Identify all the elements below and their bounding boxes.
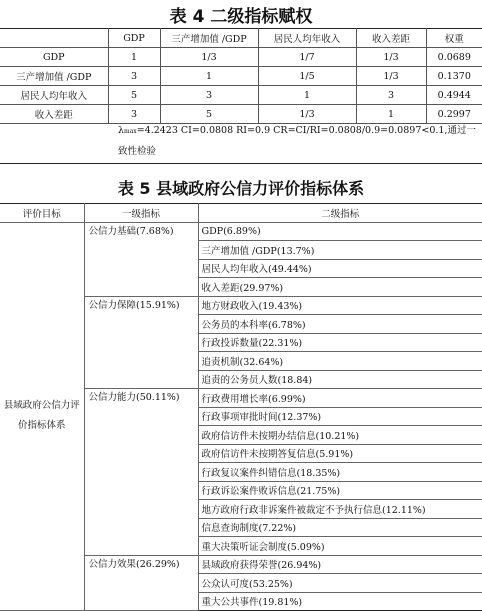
table5-header-cell: 二级指标 [198, 204, 482, 223]
table4-header-cell: 收入差距 [356, 29, 426, 48]
level2-indicator-cell: 追责机制(32.64%) [198, 352, 482, 371]
table4-cell: 1 [160, 67, 258, 86]
table5-header-cell: 评价目标 [0, 204, 84, 223]
level2-indicator-cell: 行政诉讼案件败诉信息(21.75%) [198, 481, 482, 500]
table5 [0, 203, 482, 611]
table4-cell: 1/3 [356, 67, 426, 86]
table4-cell: 3 [356, 86, 426, 105]
level2-indicator-cell: 政府信访件未按期答复信息(5.91%) [198, 444, 482, 463]
table4-cell: 1/3 [258, 105, 356, 124]
table4-cell: 1 [108, 48, 160, 67]
table4-cell: 5 [160, 105, 258, 124]
table4-header-cell: GDP [108, 29, 160, 48]
level2-indicator-cell: 信息查询制度(7.22%) [198, 518, 482, 537]
table4-cell: 1/3 [356, 48, 426, 67]
level2-indicator-cell: 追责的公务员人数(18.84) [198, 370, 482, 389]
table4-cell: 1/3 [160, 48, 258, 67]
table4-cell: 0.0689 [426, 48, 482, 67]
level1-indicator-cell: 公信力基础(7.68%) [84, 222, 198, 296]
level1-indicator-cell: 公信力保障(15.91%) [84, 296, 198, 389]
consistency-check-formula [118, 121, 478, 162]
level2-indicator-cell: 行政投诉数量(22.31%) [198, 333, 482, 352]
table4-row-label: 居民人均年收入 [0, 86, 108, 105]
table4-cell: 1 [258, 86, 356, 105]
table5-header-row [0, 204, 482, 223]
level2-indicator-cell: 地方财政收入(19.43%) [198, 296, 482, 315]
level2-indicator-cell: 地方政府行政非诉案件被裁定不予执行信息(12.11%) [198, 500, 482, 519]
table4-row [0, 48, 482, 67]
table4-cell: 3 [108, 67, 160, 86]
table4-row-label: 三产增加值 /GDP [0, 67, 108, 86]
table4-header-cell: 居民人均年收入 [258, 29, 356, 48]
level2-indicator-cell: 重大公共事件(19.81%) [198, 592, 482, 611]
table4-row-label: GDP [0, 48, 108, 67]
table4-title: 表 4 二级指标赋权 [169, 7, 313, 27]
level2-indicator-cell: 公众认可度(53.25%) [198, 574, 482, 593]
table4-cell: 1/7 [258, 48, 356, 67]
lambda-subscript: max [124, 128, 137, 135]
evaluation-target-cell: 县域政府公信力评价指标体系 [0, 222, 84, 611]
level2-indicator-cell: 三产增加值 /GDP(13.7%) [198, 241, 482, 260]
level1-indicator-cell: 公信力能力(50.11%) [84, 389, 198, 556]
level2-indicator-cell: 重大决策听证会制度(5.09%) [198, 537, 482, 556]
lambda-symbol: λ [118, 125, 125, 136]
table4-header-row [0, 29, 482, 48]
formula-text: =4.2423 CI=0.0808 RI=0.9 CR=CI/RI=0.0808/0.9=0.0897<0.1,通过一致性检验 [118, 125, 476, 157]
table4-cell: 1 [356, 105, 426, 124]
table4-header-cell: 权重 [426, 29, 482, 48]
table4-cell: 0.1370 [426, 67, 482, 86]
level2-indicator-cell: 行政费用增长率(6.99%) [198, 389, 482, 408]
level2-indicator-cell: 县域政府获得荣誉(26.94%) [198, 555, 482, 574]
table4-row [0, 86, 482, 105]
level1-indicator-cell: 公信力效果(26.29%) [84, 555, 198, 611]
table4-header-cell: 三产增加值 /GDP [160, 29, 258, 48]
table4-row-label: 收入差距 [0, 105, 108, 124]
level2-indicator-cell: 公务员的本科率(6.78%) [198, 315, 482, 334]
table4-cell: 0.2997 [426, 105, 482, 124]
table4-cell: 1/5 [258, 67, 356, 86]
level2-indicator-cell: GDP(6.89%) [198, 222, 482, 241]
level2-indicator-cell: 行政事项审批时间(12.37%) [198, 407, 482, 426]
level2-indicator-cell: 政府信访件未按期办结信息(10.21%) [198, 426, 482, 445]
level2-indicator-cell: 居民人均年收入(49.44%) [198, 259, 482, 278]
table4-bottom-rule [0, 163, 482, 164]
table5-title: 表 5 县域政府公信力评价指标体系 [117, 179, 365, 198]
table5-header-cell: 一级指标 [84, 204, 198, 223]
level2-indicator-cell: 收入差距(29.97%) [198, 278, 482, 297]
table4-row [0, 67, 482, 86]
table4-cell: 3 [160, 86, 258, 105]
table4-cell: 0.4944 [426, 86, 482, 105]
table4-cell: 5 [108, 86, 160, 105]
table4-header-cell [0, 29, 108, 48]
level2-indicator-cell: 行政复议案件纠错信息(18.35%) [198, 463, 482, 482]
table4 [0, 28, 482, 124]
table5-row [0, 222, 482, 241]
table4-cell: 3 [108, 105, 160, 124]
